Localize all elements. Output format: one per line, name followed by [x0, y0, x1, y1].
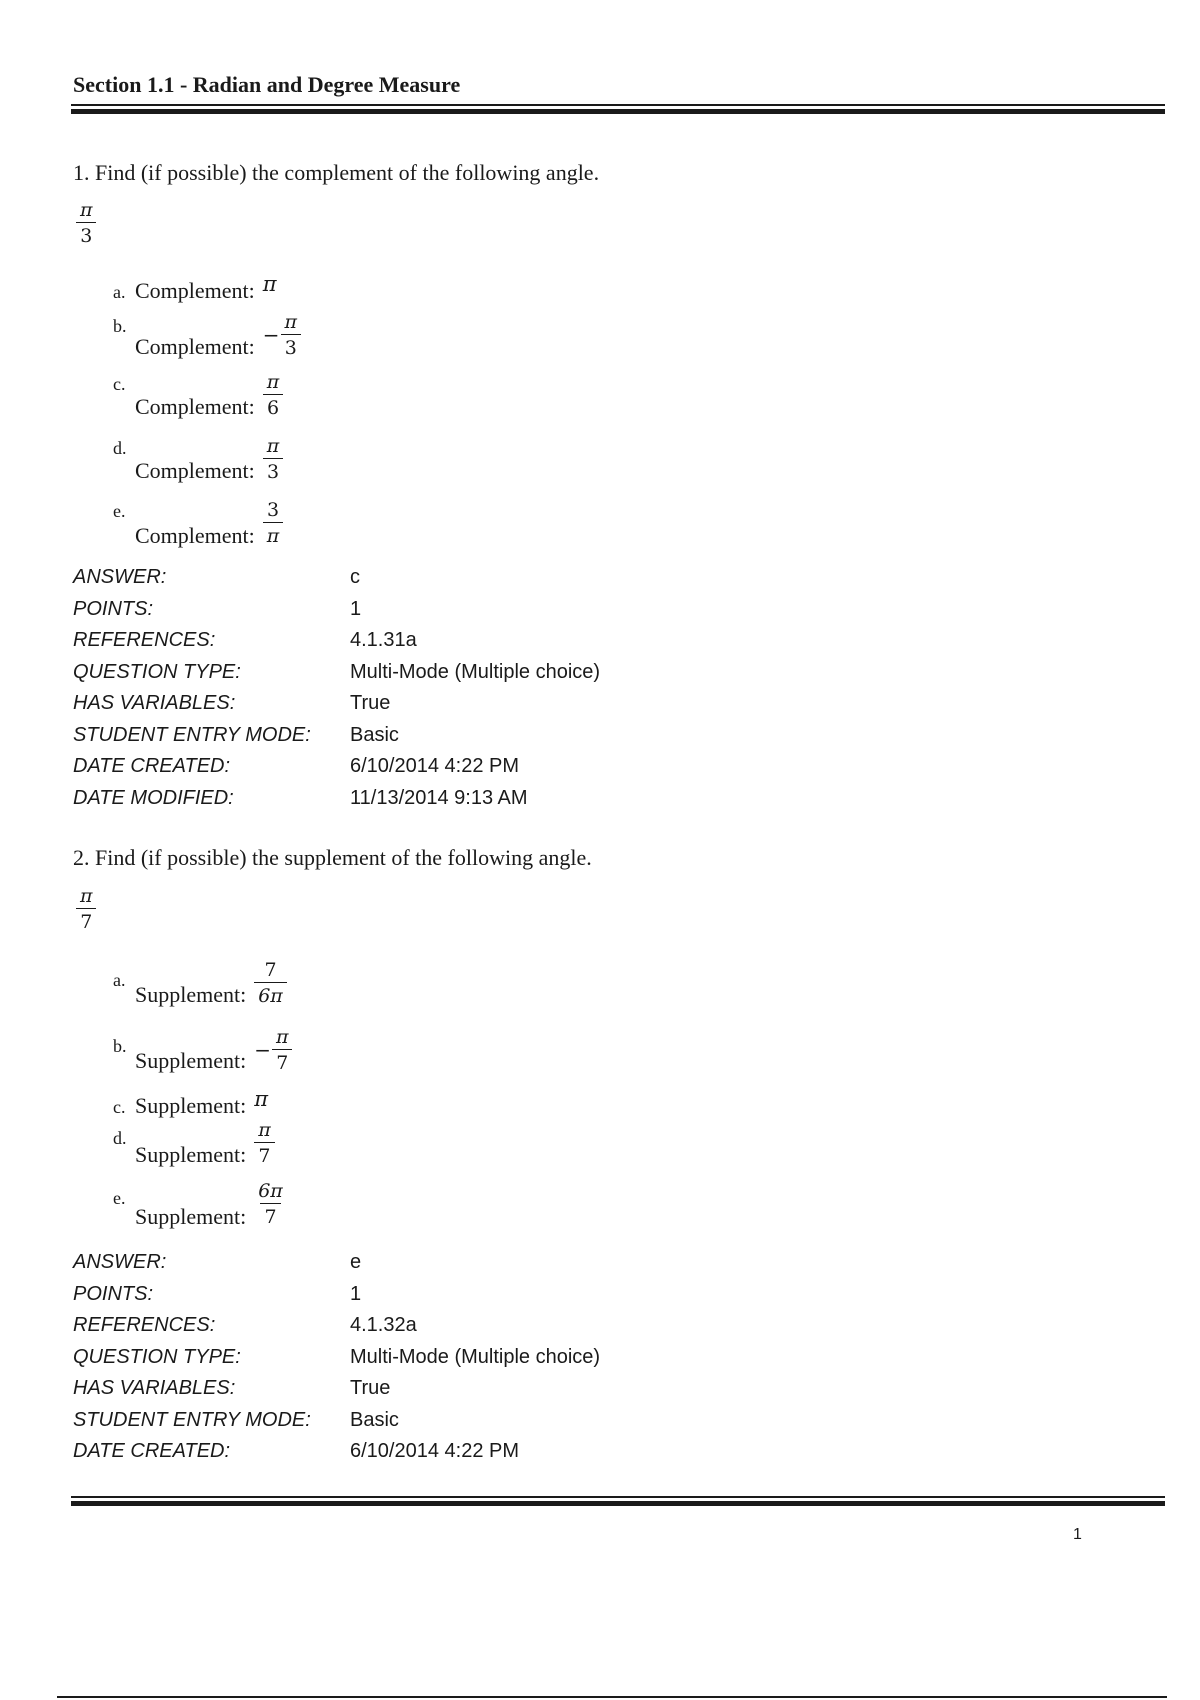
footer-divider	[71, 1496, 1165, 1506]
question-2-given-angle: $\frac{\pi}{7}$	[76, 886, 97, 932]
meta-row: DATE MODIFIED: 11/13/2014 9:13 AM	[73, 786, 528, 809]
meta-row: HAS VARIABLES: True	[73, 1377, 391, 1399]
meta-row: QUESTION TYPE: Multi-Mode (Multiple choice)	[73, 660, 601, 683]
meta-row: STUDENT ENTRY MODE: Basic	[73, 1408, 399, 1431]
meta-row: POINTS: 1	[73, 597, 362, 620]
meta-row: REFERENCES: 4.1.31a	[73, 629, 417, 651]
header-divider	[71, 104, 1165, 114]
meta-row: POINTS: 1	[73, 1282, 362, 1305]
meta-row: QUESTION TYPE: Multi-Mode (Multiple choice)	[73, 1345, 601, 1368]
meta-row: DATE CREATED: 6/10/2014 4:22 PM	[73, 755, 520, 777]
meta-row: DATE CREATED: 6/10/2014 4:22 PM	[73, 1440, 520, 1462]
question-2-metadata	[73, 1251, 600, 1472]
page-number: 1	[1073, 1526, 1082, 1543]
page-bottom-edge	[57, 1696, 1167, 1698]
meta-row: HAS VARIABLES: True	[73, 692, 391, 714]
question-1-stem: 1. Find (if possible) the complement of the following angle.	[73, 160, 600, 185]
meta-row: STUDENT ENTRY MODE: Basic	[73, 723, 399, 746]
section-title: Section 1.1 - Radian and Degree Measure	[73, 72, 461, 97]
question-1-given-angle: $\frac{\pi}{3}$	[76, 200, 97, 246]
question-2-stem: 2. Find (if possible) the supplement of the following angle.	[73, 845, 592, 870]
meta-row: REFERENCES: 4.1.32a	[73, 1314, 417, 1336]
question-1-metadata	[73, 566, 600, 818]
meta-row: ANSWER: e	[73, 1251, 362, 1273]
meta-row: ANSWER: c	[73, 566, 360, 588]
